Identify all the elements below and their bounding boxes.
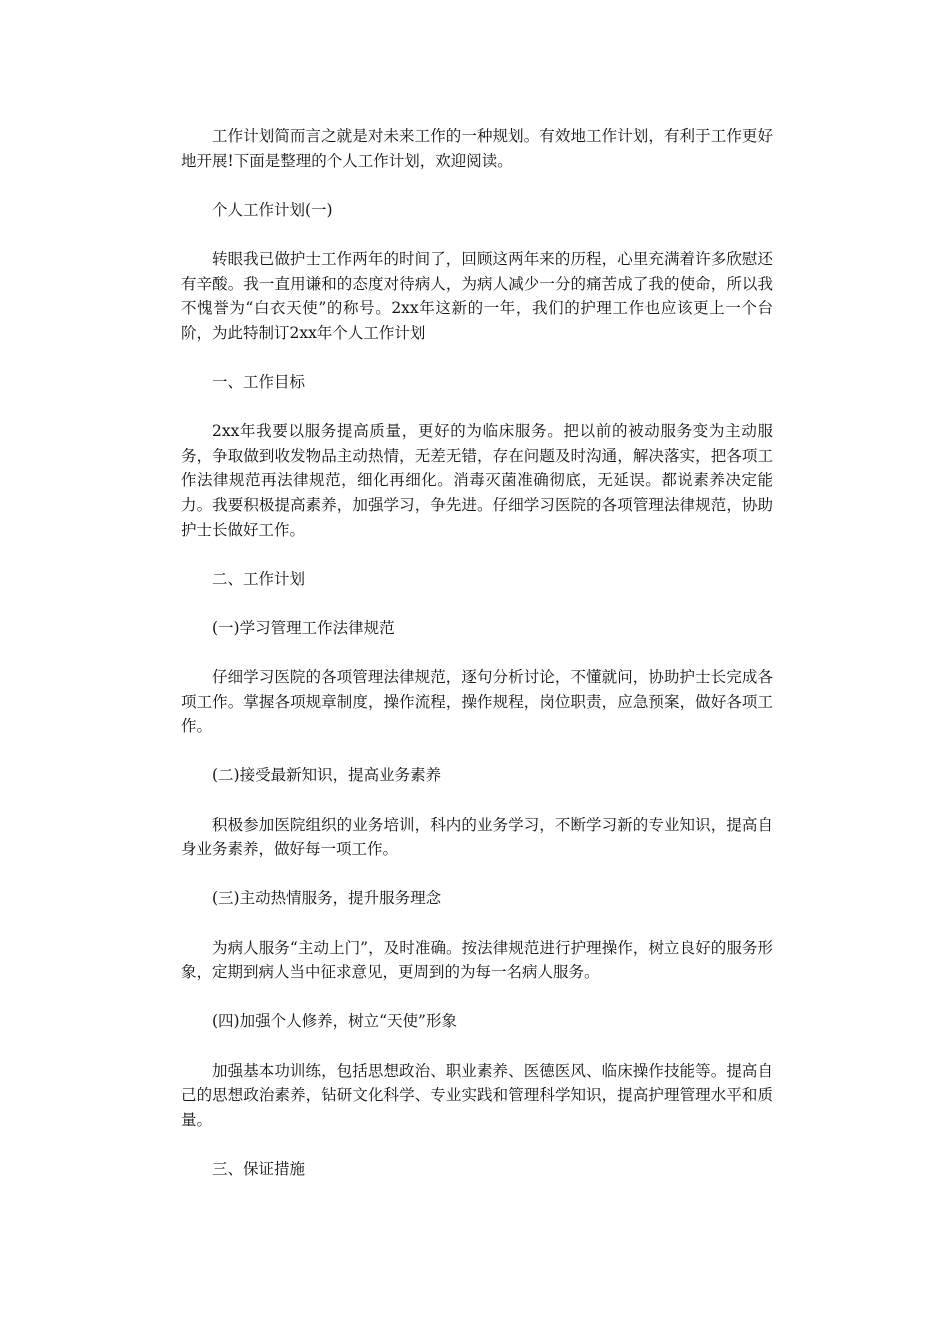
subheading-3: (三)主动热情服务，提升服务理念 (212, 889, 442, 908)
subparagraph-2: 积极参加医院组织的业务培训，科内的业务学习，不断学习新的专业知识，提高自身业务素养，做好每一项工作。 (181, 815, 773, 859)
heading-goals: 一、工作目标 (212, 372, 306, 391)
opening-paragraph: 转眼我已做护士工作两年的时间了，回顾这两年来的历程，心里充满着许多欣慰还有辛酸。我一直用谦和的态度对待病人，为病人减少一分的痛苦成了我的使命，所以我不愧誉为“白衣天使”的称号。2xx年这新的一年，我们的护理工作也应该更上一个台阶，为此特制订2xx年个人工作计划 (181, 249, 773, 342)
subparagraph-1: 仔细学习医院的各项管理法律规范，逐句分析讨论，不懂就问，协助护士长完成各项工作。掌握各项规章制度，操作流程，操作规程，岗位职责，应急预案，做好各项工作。 (181, 668, 773, 736)
subheading-1: (一)学习管理工作法律规范 (212, 618, 395, 637)
subheading-4: (四)加强个人修养，树立“天使”形象 (212, 1012, 457, 1031)
intro-paragraph: 工作计划简而言之就是对未来工作的一种规划。有效地工作计划，有利于工作更好地开展!下面是整理的个人工作计划，欢迎阅读。 (181, 127, 773, 170)
subparagraph-4: 加强基本功训练，包括思想政治、职业素养、医德医风、临床操作技能等。提高自己的思想政治素养，钻研文化科学、专业实践和管理科学知识，提高护理管理水平和质量。 (181, 1061, 773, 1129)
heading-measures: 三、保证措施 (212, 1159, 306, 1178)
subparagraph-3: 为病人服务“主动上门”，及时准确。按法律规范进行护理操作，树立良好的服务形象，定期到病人当中征求意见，更周到的为每一名病人服务。 (181, 938, 773, 982)
subheading-2: (二)接受最新知识，提高业务素养 (212, 766, 442, 785)
goals-paragraph: 2xx年我要以服务提高质量，更好的为临床服务。把以前的被动服务变为主动服务，争取做到收发物品主动热情，无差无错，存在问题及时沟通，解决落实，把各项工作法律规范再法律规范，细化再细化。消毒灭菌准确彻底，无延误。都说素养决定能力。我要积极提高素养，加强学习，争先进。仔细学习医院的各项管理法律规范，协助护士长做好工作。 (181, 422, 773, 539)
document-page (181, 124, 773, 1206)
heading-plan: 二、工作计划 (212, 569, 306, 588)
section-title: 个人工作计划(一) (212, 200, 333, 219)
